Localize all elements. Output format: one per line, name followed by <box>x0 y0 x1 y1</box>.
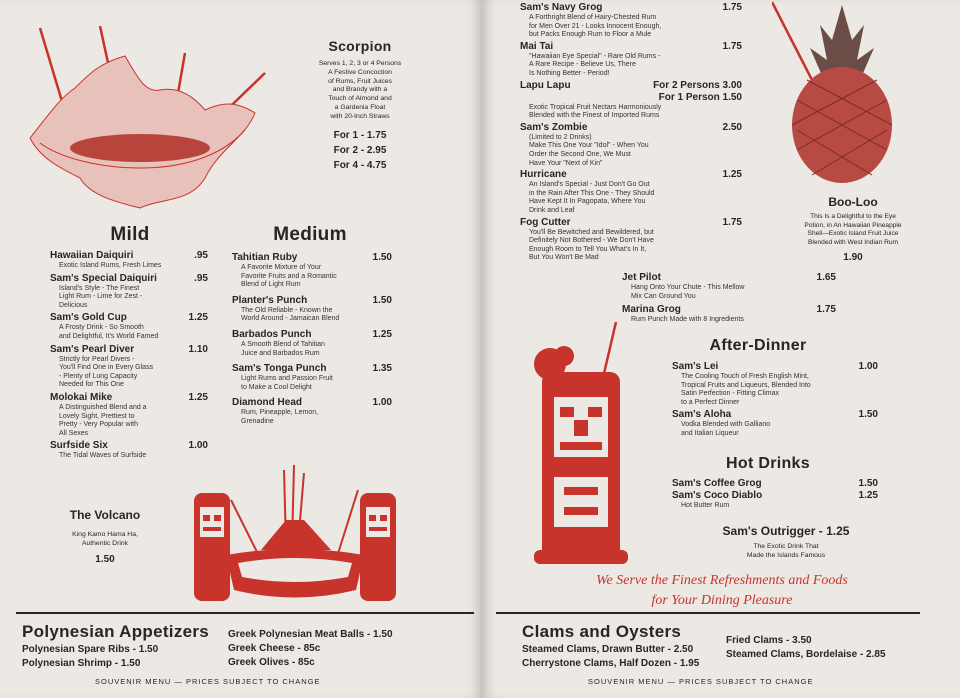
menu-item <box>50 273 208 311</box>
menu-item <box>50 392 208 438</box>
menu-item-description: Grenadine <box>241 417 274 425</box>
menu-item-name: Hurricane <box>520 169 567 181</box>
menu-item-row <box>50 344 208 356</box>
scorpion-price-line: For 1 - 1.75 <box>333 129 387 141</box>
right-footer: SOUVENIR MENU — PRICES SUBJECT TO CHANGE <box>588 677 814 686</box>
menu-item-row <box>50 312 208 324</box>
menu-item-description: Delicious <box>59 301 88 309</box>
menu-item-description: Juice and Barbados Rum <box>241 349 320 357</box>
mild-list <box>50 250 208 463</box>
menu-item-price: 2.50 <box>722 121 742 133</box>
menu-item-description: Definitely Not Bothered - We Don't Have <box>529 237 654 245</box>
menu-item-description: A Rare Recipe - Believe Us, There <box>529 61 636 69</box>
right-drinks-list-2 <box>622 272 836 328</box>
menu-item-name: Tahitian Ruby <box>232 252 298 263</box>
after-dinner-heading: After-Dinner <box>709 337 807 354</box>
menu-item-description: Order the Second One, We Must <box>529 150 631 158</box>
menu-item-row <box>520 122 742 134</box>
appetizers-heading: Polynesian Appetizers <box>22 622 210 641</box>
outrigger-section <box>686 524 886 560</box>
menu-item-description: for Men Over 21 - Looks Innocent Enough, <box>529 22 662 30</box>
clams-rule <box>496 612 920 614</box>
slogan <box>552 571 892 611</box>
pineapple-drink-illustration <box>772 0 912 190</box>
appetizer-item: Polynesian Spare Ribs - 1.50 <box>22 644 159 655</box>
menu-item-price: 1.25 <box>858 490 878 501</box>
scorpion-description-line: with 20-Inch Straws <box>330 112 390 120</box>
menu-item-price: .95 <box>194 272 208 284</box>
scorpion-price-line: For 4 - 4.75 <box>333 159 387 171</box>
menu-item-row <box>232 397 392 409</box>
menu-item-description: World Around - Jamaican Blend <box>241 315 340 323</box>
clams-item: Cherrystone Clams, Half Dozen - 1.95 <box>522 658 700 669</box>
menu-item-description: All Sexes <box>59 429 89 437</box>
mild-heading: Mild <box>110 224 150 245</box>
slogan-line: We Serve the Finest Refreshments and Foods <box>596 573 848 588</box>
scorpion-description-line: and Brandy with a <box>332 86 388 94</box>
appetizers-list-right <box>228 628 393 670</box>
menu-item-price: 1.25 <box>188 312 208 324</box>
booloo-title: Boo-Loo <box>828 195 878 209</box>
menu-item-row <box>672 478 878 490</box>
scorpion-description-line: A Festive Concoction <box>328 68 392 76</box>
scorpion-description <box>300 60 420 122</box>
scorpion-title: Scorpion <box>328 38 392 54</box>
menu-item <box>672 490 878 511</box>
menu-item-name: Hawaiian Daiquiri <box>50 250 134 261</box>
menu-item-name: Planter's Punch <box>232 294 308 306</box>
menu-item <box>232 363 392 392</box>
menu-item-price: 1.00 <box>858 361 878 372</box>
menu-item-row <box>520 80 742 92</box>
volcano-title: The Volcano <box>69 508 141 522</box>
menu-item-price: 1.75 <box>722 40 742 52</box>
menu-item-price: 1.75 <box>722 2 742 13</box>
right-drinks-list <box>520 2 742 264</box>
menu-item-price: 1.50 <box>858 409 878 421</box>
volcano-section <box>50 508 160 565</box>
menu-item-description: A Frosty Drink - So Smooth <box>59 324 144 332</box>
menu-item-price: 1.50 <box>858 478 878 489</box>
menu-item-description: Rum, Pineapple, Lemon, <box>241 409 319 417</box>
menu-item-description: and Italian Liqueur <box>681 429 739 437</box>
appetizers-list-left <box>22 643 158 671</box>
menu-item-row <box>50 392 208 404</box>
menu-item-description: Hot Butter Rum <box>681 502 730 509</box>
menu-item-description: to a Perfect Dinner <box>681 398 740 406</box>
menu-item-description: Satin Perfection - Fitting Climax <box>681 390 780 398</box>
medium-list <box>232 252 392 432</box>
menu-item-row <box>50 250 208 262</box>
menu-item-row <box>622 304 836 316</box>
menu-item <box>622 304 836 325</box>
menu-item <box>232 295 392 324</box>
menu-item-description: Make This One Your "Idol" - When You <box>529 142 649 150</box>
scorpion-description-line: Touch of Almond and <box>328 95 392 103</box>
scorpion-description-line: Serves 1, 2, 3 or 4 Persons <box>318 60 402 67</box>
menu-item-description: Is Nothing Better - Period! <box>529 69 610 77</box>
menu-item-description: - Plenty of Lung Capacity <box>59 372 138 380</box>
menu-item <box>672 409 878 438</box>
menu-item-price: 1.25 <box>722 169 742 181</box>
hot-drinks-heading: Hot Drinks <box>726 455 810 472</box>
menu-item-price: 1.50 <box>372 252 392 263</box>
volcano-bowl-illustration <box>186 465 404 610</box>
menu-item-row <box>232 295 392 307</box>
menu-item-description: to Make a Cool Delight <box>241 383 312 391</box>
appetizers-rule <box>16 612 474 614</box>
booloo-description-line: Blended with West Indian Rum <box>807 238 899 246</box>
menu-item-description: and Delightful, It's World Famed <box>59 332 159 340</box>
booloo-description-line: This Is a Delightful to the Eye <box>810 213 896 220</box>
menu-item-row <box>520 41 742 53</box>
menu-item-row <box>520 217 742 229</box>
left-footer: SOUVENIR MENU — PRICES SUBJECT TO CHANGE <box>95 677 321 686</box>
menu-item-price: For 2 Persons 3.00 <box>653 79 742 91</box>
menu-item-name: Sam's Coffee Grog <box>672 478 762 489</box>
outrigger-description-line: The Exotic Drink That <box>753 543 819 550</box>
menu-item-price: 1.50 <box>372 294 392 306</box>
menu-item-name: Lapu Lapu <box>520 79 571 91</box>
menu-item-description: Vodka Blended with Galliano <box>681 421 771 429</box>
menu-item-price: 1.75 <box>722 216 742 228</box>
menu-item-description: Enough Room to Tell You What's In It, <box>529 245 647 253</box>
menu-item-description: You'll Be Bewitched and Bewildered, but <box>529 228 654 236</box>
menu-item-price: 1.65 <box>816 272 836 283</box>
menu-item-description: Light Rum - Lime for Zest - <box>59 293 143 301</box>
menu-item-description: A Forthright Blend of Hairy-Chested Rum <box>529 14 657 21</box>
menu-item-description: Exotic Tropical Fruit Nectars Harmoniously <box>529 103 662 111</box>
medium-heading: Medium <box>273 224 347 245</box>
menu-item-description: A Smooth Blend of Tahitian <box>241 340 325 348</box>
menu-item-name: Sam's Coco Diablo <box>672 490 763 501</box>
menu-item-description: in the Rain After This One - They Should <box>529 189 655 197</box>
menu-item-description: The Cooling Touch of Fresh English Mint, <box>681 373 809 380</box>
menu-item-description: Tropical Fruits and Liqueurs, Blended Into <box>681 381 811 389</box>
menu-item-row <box>232 252 392 264</box>
menu-item-name: Sam's Special Daiquiri <box>50 272 157 284</box>
menu-item <box>50 250 208 271</box>
scorpion-description-line: of Rums, Fruit Juices <box>328 77 392 85</box>
menu-item-description: Lovely Sight, Prettiest to <box>59 412 135 420</box>
appetizer-item: Polynesian Shrimp - 1.50 <box>22 658 141 669</box>
menu-item-description: The Tidal Waves of Surfside <box>59 452 147 460</box>
volcano-description <box>50 530 160 548</box>
menu-item-name: Barbados Punch <box>232 328 312 340</box>
menu-item <box>232 252 392 290</box>
menu-item-price: For 1 Person 1.50 <box>658 91 742 103</box>
menu-item-description: Strictly for Pearl Divers - <box>59 355 135 363</box>
menu-item-row <box>520 92 742 104</box>
menu-item-row <box>520 2 742 14</box>
booloo-description <box>778 213 928 247</box>
menu-item-description: but Packs Enough Rum to Floor a Mule <box>529 31 652 39</box>
menu-item-price: .95 <box>194 250 208 261</box>
menu-item-name: Sam's Pearl Diver <box>50 343 135 355</box>
menu-item <box>232 329 392 358</box>
hot-drinks-list <box>672 478 878 511</box>
volcano-price: 1.50 <box>95 554 115 565</box>
menu-item-description: A Favorite Mixture of Your <box>241 264 322 271</box>
menu-item-row <box>622 272 836 284</box>
menu-item <box>520 2 742 40</box>
menu-item <box>520 169 742 215</box>
menu-item-description: Blend of Light Rum <box>241 281 301 289</box>
menu-item-name: Fog Cutter <box>520 216 571 228</box>
menu-item-row <box>672 409 878 421</box>
menu-item-description: A Distinguished Blend and a <box>59 403 147 411</box>
booloo-section <box>778 195 928 263</box>
menu-item-row <box>520 169 742 181</box>
clams-heading: Clams and Oysters <box>522 622 682 641</box>
menu-item <box>50 440 208 461</box>
menu-item-price: 1.10 <box>188 343 208 355</box>
menu-item-price: 1.75 <box>816 304 836 316</box>
menu-item-description: An Island's Special - Just Don't Go Out <box>529 181 650 189</box>
menu-item-description: Favorite Fruits and a Romantic <box>241 272 337 280</box>
menu-item-name: Diamond Head <box>232 397 303 409</box>
tiki-mug-illustration <box>524 322 644 582</box>
menu-item-price: 1.00 <box>372 397 392 409</box>
menu-item-name: Sam's Zombie <box>520 121 588 133</box>
menu-item-description: Rum Punch Made with 8 Ingredients <box>631 316 744 324</box>
scorpion-section <box>300 38 420 173</box>
menu-item-row <box>672 490 878 502</box>
menu-item-name: Sam's Lei <box>672 361 719 372</box>
scorpion-bowl-illustration <box>20 18 270 218</box>
menu-item-name: Molokai Mike <box>50 391 113 403</box>
appetizer-item: Greek Cheese - 85c <box>228 643 321 654</box>
menu-item <box>520 122 742 168</box>
scorpion-description-line: a Gardenia Float <box>334 103 386 111</box>
menu-item <box>232 397 392 426</box>
after-dinner-list <box>672 361 878 441</box>
booloo-price: 1.90 <box>843 252 863 264</box>
booloo-description-line: Shell—Exotic Island Fruit Juice <box>807 230 899 238</box>
outrigger-title: Sam's Outrigger - 1.25 <box>722 524 850 538</box>
menu-item-description: But You Won't Be Mad <box>529 254 599 262</box>
menu-item-description: "Hawaiian Eye Special" - Rare Old Rums - <box>529 52 661 60</box>
menu-item-row <box>672 361 878 373</box>
menu-item <box>520 217 742 263</box>
menu-item <box>520 41 742 79</box>
menu-item-name: Sam's Tonga Punch <box>232 363 327 375</box>
appetizer-item: Greek Olives - 85c <box>228 657 315 668</box>
scorpion-price-line: For 2 - 2.95 <box>333 144 387 156</box>
menu-item-description: (Limited to 2 Drinks) <box>529 133 592 141</box>
menu-item-description: Needed for This One <box>59 381 124 389</box>
slogan-line: for Your Dining Pleasure <box>651 593 793 608</box>
menu-item-price: 1.35 <box>372 363 392 375</box>
menu-item-name: Marina Grog <box>622 304 681 316</box>
menu-item-name: Mai Tai <box>520 40 554 52</box>
clams-item: Steamed Clams, Bordelaise - 2.85 <box>726 649 886 660</box>
menu-item <box>50 344 208 390</box>
menu-item-description: You'll Find One in Every Glass <box>59 364 154 372</box>
right-page <box>482 0 960 698</box>
menu-item-name: Sam's Aloha <box>672 409 732 421</box>
volcano-description-line: King Kamo Hama Ha, <box>72 531 138 538</box>
clams-list-right <box>726 634 886 662</box>
menu-item-price: 1.00 <box>188 440 208 452</box>
menu-item-description: Have Your "Next of Kin" <box>529 159 603 167</box>
menu-item-description: Hang Onto Your Chute - This Mellow <box>631 284 745 291</box>
menu-item-description: Blended with the Finest of Imported Rums <box>529 112 660 120</box>
menu-item-row <box>50 440 208 452</box>
menu-item-description: Drink and Leaf <box>529 206 575 214</box>
menu-item-name: Sam's Gold Cup <box>50 312 127 324</box>
menu-item <box>520 80 742 121</box>
menu-item-description: Mix Can Ground You <box>631 292 696 300</box>
menu-item-description: The Old Reliable - Known the <box>241 306 333 314</box>
clams-list-left <box>522 643 699 671</box>
menu-item <box>672 361 878 407</box>
menu-item-price: 1.25 <box>372 328 392 340</box>
volcano-description-line: Authentic Drink <box>81 540 129 547</box>
menu-item <box>622 272 836 301</box>
menu-item <box>672 478 878 490</box>
menu-item-row <box>50 273 208 285</box>
menu-item-row <box>232 363 392 375</box>
menu-item-description: Exotic Island Rums, Fresh Limes <box>59 262 162 269</box>
menu-item-name: Sam's Navy Grog <box>520 2 603 13</box>
menu-item-description: Island's Style - The Finest <box>59 284 140 292</box>
menu-item-price: 1.25 <box>188 391 208 403</box>
menu-item-description: Pretty - Very Popular with <box>59 421 138 429</box>
menu-item-row <box>232 329 392 341</box>
clams-item: Fried Clams - 3.50 <box>726 635 812 646</box>
outrigger-description-line: Made the Islands Famous <box>746 551 826 559</box>
menu-item <box>50 312 208 341</box>
menu-item-name: Jet Pilot <box>622 272 661 283</box>
scorpion-prices <box>300 128 420 173</box>
clams-item: Steamed Clams, Drawn Butter - 2.50 <box>522 644 694 655</box>
menu-item-name: Surfside Six <box>50 440 108 452</box>
booloo-description-line: Potion, in An Hawaiian Pineapple <box>804 221 902 229</box>
appetizer-item: Greek Polynesian Meat Balls - 1.50 <box>228 629 393 640</box>
menu-item-description: Have Kept It In Pagopata, Where You <box>529 198 646 206</box>
menu-item-description: Light Rums and Passion Fruit <box>241 375 333 383</box>
outrigger-description <box>686 543 886 560</box>
